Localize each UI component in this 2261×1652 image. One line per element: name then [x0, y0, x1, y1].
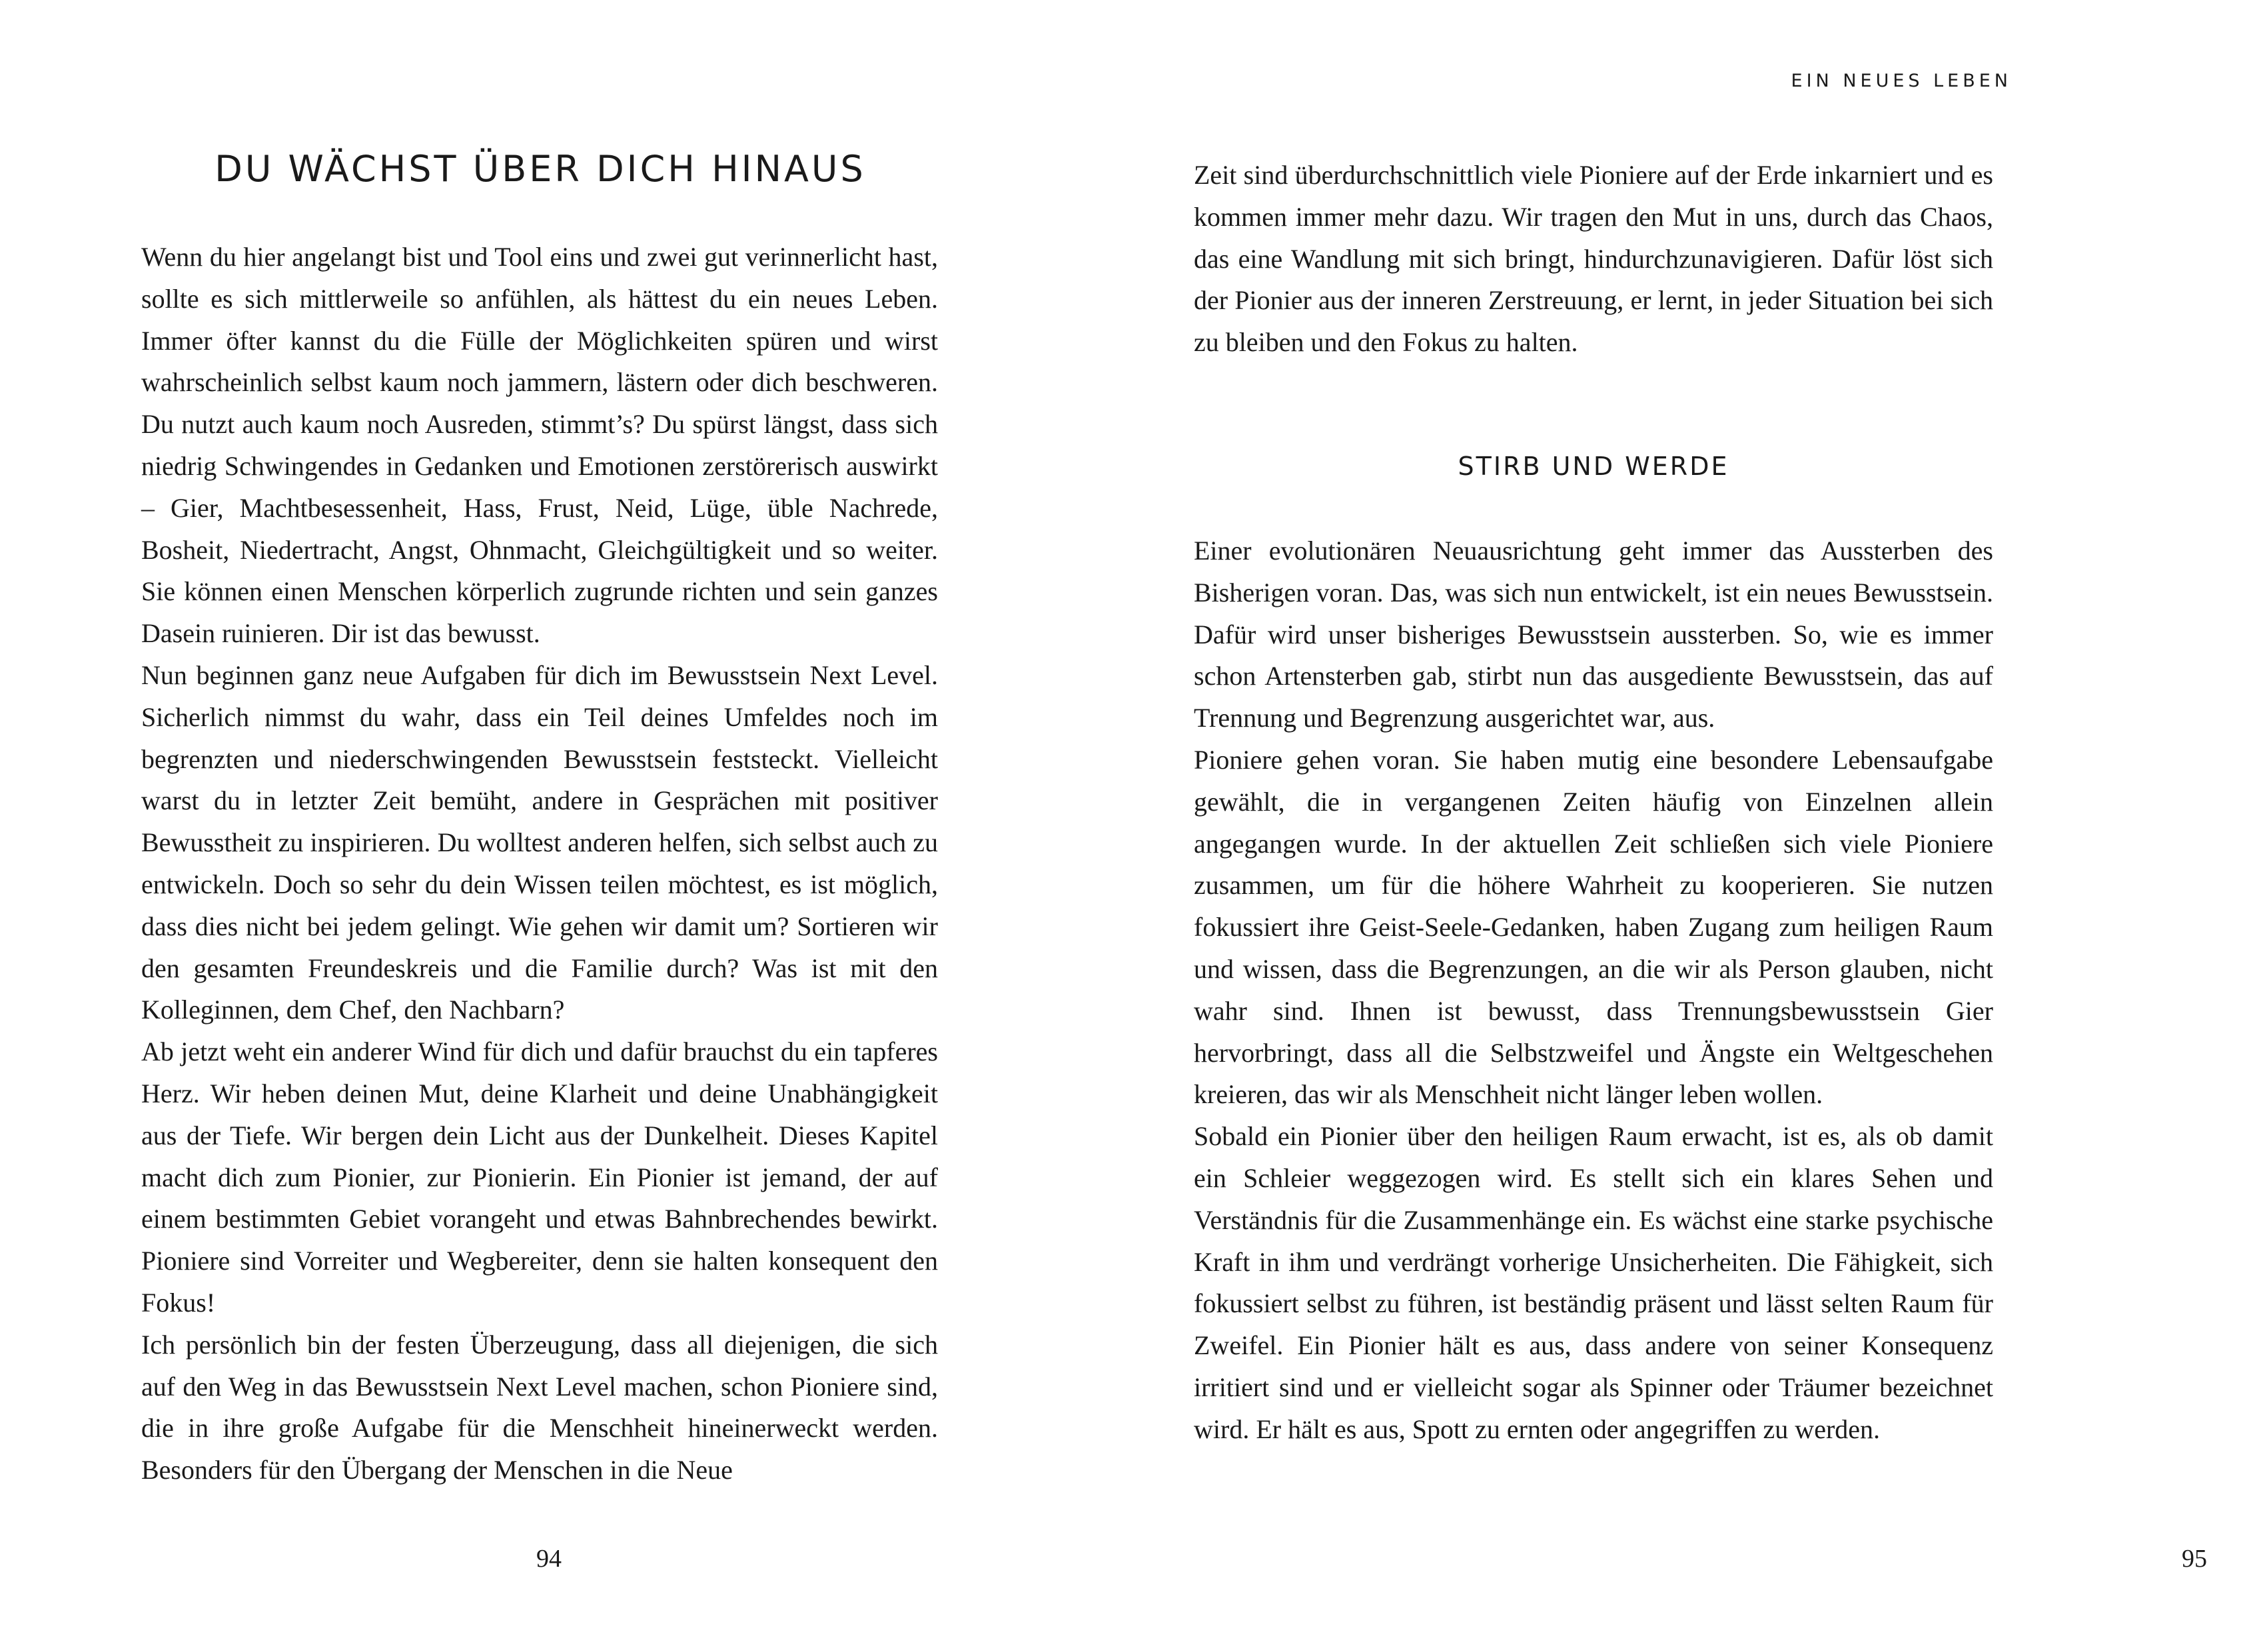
right-continuation-text — [1194, 155, 1993, 364]
paragraph: Wenn du hier angelangt bist und Tool eins und zwei gut verinnerlicht hast, sollte es sich mittlerweile so anfühlen, als hättest du ein neues Leben. Immer öfter kannst du die Fülle der Möglichkeiten spüren und wirst wahrscheinlich selbst kaum noch jammern, lästern oder dich beschweren. Du nutzt auch kaum noch Ausreden, stimmt’s? Du spürst längst, dass sich niedrig Schwingendes in Gedanken und Emotionen zerstörerisch auswirkt – Gier, Machtbesessenheit, Hass, Frust, Neid, Lüge, üble Nachrede, Bosheit, Niedertracht, Angst, Ohnmacht, Gleichgültigkeit und so weiter. Sie können einen Menschen körperlich zugrunde richten und sein ganzes Dasein ruinieren. Dir ist das bewusst. — [141, 242, 938, 649]
running-head: EIN NEUES LEBEN — [1791, 71, 2012, 91]
page-number-right: 95 — [2182, 1545, 2207, 1573]
paragraph: Ab jetzt weht ein anderer Wind für dich und dafür brauchst du ein tapferes Herz. Wir heben deinen Mut, deine Klarheit und deine Unabhängigkeit aus der Tiefe. Wir bergen dein Licht aus der Dunkelheit. Dieses Kapitel macht dich zum Pionier, zur Pionierin. Ein Pionier ist jemand, der auf einem bestimmten Gebiet vorangeht und etwas Bahnbrechendes bewirkt. Pioniere sind Vorreiter und Wegbereiter, denn sie halten konsequent den Fokus! — [141, 1036, 938, 1318]
left-body-text — [141, 236, 938, 1491]
chapter-title: DU WÄCHST ÜBER DICH HINAUS — [215, 148, 866, 190]
right-body-text — [1194, 530, 1993, 1451]
paragraph: Einer evolutionären Neuausrichtung geht immer das Aussterben des Bisherigen voran. Das, was sich nun entwickelt, ist ein neues Bewusstsein. Dafür wird unser bisheriges Bewusstsein aussterben. So, wie es immer schon Artensterben gab, stirbt nun das ausgediente Bewusstsein, das auf Trennung und Begrenzung ausgerichtet war, aus. — [1194, 536, 1993, 733]
paragraph: Zeit sind überdurchschnittlich viele Pioniere auf der Erde inkarniert und es kommen immer mehr dazu. Wir tragen den Mut in uns, durch das Chaos, das eine Wandlung mit sich bringt, hindurchzunavigieren. Dafür löst sich der Pionier aus der inneren Zerstreuung, er lernt, in jeder Situation bei sich zu bleiben und den Fokus zu halten. — [1194, 160, 1993, 358]
paragraph: Ich persönlich bin der festen Überzeugung, dass all diejenigen, die sich auf den Weg in das Bewusstsein Next Level machen, schon Pioniere sind, die in ihre große Aufgabe für die Menschheit hineinerweckt werden. Besonders für den Übergang der Menschen in die Neue — [141, 1329, 938, 1485]
left-page — [0, 0, 1062, 1652]
right-page — [1062, 0, 2207, 1652]
page-number-left: 94 — [536, 1545, 562, 1573]
paragraph: Nun beginnen ganz neue Aufgaben für dich im Bewusstsein Next Level. Sicherlich nimmst du wahr, dass ein Teil deines Umfeldes noch im begrenzten und niederschwingenden Bewusstsein feststeckt. Vielleicht warst du in letzter Zeit bemüht, andere in Gesprächen mit positiver Bewusstheit zu inspirieren. Du wolltest anderen helfen, sich selbst auch zu entwickeln. Doch so sehr du dein Wissen teilen möchtest, es ist möglich, dass dies nicht bei jedem gelingt. Wie gehen wir damit um? Sortieren wir den gesamten Freundeskreis und die Familie durch? Was ist mit den Kolleginnen, dem Chef, den Nachbarn? — [141, 659, 938, 1025]
paragraph: Sobald ein Pionier über den heiligen Raum erwacht, ist es, als ob damit ein Schleier weggezogen wird. Es stellt sich ein klares Sehen und Verständnis für die Zusammenhänge ein. Es wächst eine starke psychische Kraft in ihm und verdrängt vorherige Unsicherheiten. Die Fähigkeit, sich fokussiert selbst zu führen, ist beständig präsent und lässt selten Raum für Zweifel. Ein Pionier hält es aus, dass andere von seiner Konsequenz irritiert sind und er vielleicht sogar als Spinner oder Träumer bezeichnet wird. Er hält es aus, Spott zu ernten oder angegriffen zu werden. — [1194, 1121, 1993, 1444]
paragraph: Pioniere gehen voran. Sie haben mutig eine besondere Lebensaufgabe gewählt, die in vergangenen Zeiten häufig von Einzelnen allein angegangen wurde. In der aktuellen Zeit schließen sich viele Pioniere zusammen, um für die höhere Wahrheit zu kooperieren. Sie nutzen fokussiert ihre Geist-Seele-Gedanken, haben Zugang zum heiligen Raum und wissen, dass die Begrenzungen, an die wir als Person glauben, nicht wahr sind. Ihnen ist bewusst, dass Trennungsbewusstsein Gier hervorbringt, dass all die Selbstzweifel und Ängste ein Weltgeschehen kreieren, das wir als Menschheit nicht länger leben wollen. — [1194, 744, 1993, 1110]
section-heading: STIRB UND WERDE — [1458, 452, 1729, 481]
